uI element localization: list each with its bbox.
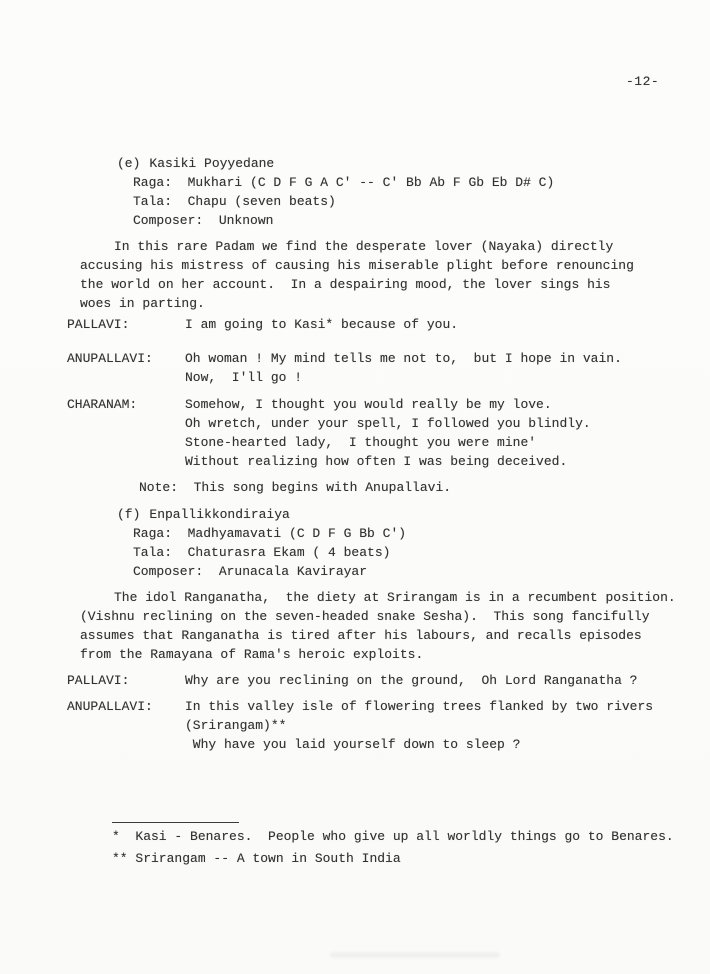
song-e-tala: Tala: Chapu (seven beats) bbox=[133, 194, 336, 209]
paragraph-line: In this rare Padam we find the desperate lover (Nayaka) directly bbox=[114, 239, 614, 254]
intro-e-paragraph bbox=[80, 237, 634, 313]
song-e-raga: Raga: Mukhari (C D F G A C' -- C' Bb Ab F Gb Eb D# C) bbox=[133, 175, 555, 190]
paragraph-line: (Vishnu reclining on the seven-headed snake Sesha). This song fancifully bbox=[80, 609, 650, 624]
song-e-header bbox=[117, 154, 554, 230]
paragraph-line: The idol Ranganatha, the diety at Srirangam is in a recumbent position. bbox=[114, 590, 676, 605]
anupallavi-f-lines bbox=[185, 697, 653, 754]
paragraph-line: from the Ramayana of Rama's heroic exploits. bbox=[80, 647, 424, 662]
stanza-line: Now, I'll go ! bbox=[185, 370, 303, 385]
pallavi-e-label: PALLAVI: bbox=[67, 317, 130, 332]
anupallavi-e-stanza bbox=[67, 349, 622, 387]
stanza-line: In this valley isle of flowering trees flanked by two rivers bbox=[185, 699, 654, 714]
charanam-e-stanza bbox=[67, 395, 591, 471]
song-f-header bbox=[117, 505, 406, 581]
stanza-line: Somehow, I thought you would really be my love. bbox=[185, 397, 552, 412]
anupallavi-f-stanza bbox=[67, 697, 653, 754]
pallavi-e-stanza bbox=[67, 315, 458, 334]
pallavi-f-label: PALLAVI: bbox=[67, 673, 130, 688]
footnotes bbox=[112, 822, 674, 870]
song-e-title: Kasiki Poyyedane bbox=[149, 156, 275, 171]
stanza-line: Why are you reclining on the ground, Oh Lord Ranganatha ? bbox=[185, 673, 638, 688]
paragraph-line: accusing his mistress of causing his miserable plight before renouncing bbox=[80, 258, 634, 273]
pallavi-f-stanza bbox=[67, 671, 637, 690]
song-f-tala: Tala: Chaturasra Ekam ( 4 beats) bbox=[133, 545, 391, 560]
anupallavi-e-label: ANUPALLAVI: bbox=[67, 351, 153, 366]
scan-smudge bbox=[330, 952, 500, 958]
note-line: Note: This song begins with Anupallavi. bbox=[139, 480, 452, 495]
stanza-line: Oh woman ! My mind tells me not to, but I hope in vain. bbox=[185, 351, 622, 366]
song-e-title-line bbox=[117, 154, 554, 173]
paragraph-line: the world on her account. In a despairing mood, the lover sings his bbox=[80, 277, 611, 292]
stanza-line: Without realizing how often I was being deceived. bbox=[185, 454, 568, 469]
footnote-rule bbox=[112, 822, 239, 823]
charanam-e-label: CHARANAM: bbox=[67, 397, 138, 412]
song-f-composer: Composer: Arunacala Kavirayar bbox=[133, 564, 368, 579]
charanam-e-lines bbox=[185, 395, 591, 471]
stanza-line: Stone-hearted lady, I thought you were mine' bbox=[185, 435, 537, 450]
stanza-line: Why have you laid yourself down to sleep ? bbox=[185, 737, 521, 752]
footnote-line: ** Srirangam -- A town in South India bbox=[112, 851, 401, 866]
pallavi-f-lines bbox=[185, 671, 637, 690]
pallavi-e-lines bbox=[185, 315, 458, 334]
footnote-line: * Kasi - Benares. People who give up all worldly things go to Benares. bbox=[112, 829, 674, 844]
anupallavi-f-label: ANUPALLAVI: bbox=[67, 699, 153, 714]
song-f-raga: Raga: Madhyamavati (C D F G Bb C') bbox=[133, 526, 407, 541]
page-number: -12- bbox=[626, 74, 660, 89]
paragraph-line: woes in parting. bbox=[80, 296, 205, 311]
song-f-index: (f) bbox=[117, 507, 141, 522]
stanza-line: Oh wretch, under your spell, I followed you blindly. bbox=[185, 416, 591, 431]
song-f-title-line bbox=[117, 505, 406, 524]
stanza-line: (Srirangam)** bbox=[185, 718, 287, 733]
song-e-index: (e) bbox=[117, 156, 141, 171]
stanza-line: I am going to Kasi* because of you. bbox=[185, 317, 459, 332]
song-f-title: Enpallikkondiraiya bbox=[149, 507, 290, 522]
paragraph-line: assumes that Ranganatha is tired after his labours, and recalls episodes bbox=[80, 628, 642, 643]
anupallavi-e-lines bbox=[185, 349, 622, 387]
song-e-composer: Composer: Unknown bbox=[133, 213, 274, 228]
intro-f-paragraph bbox=[80, 588, 676, 664]
